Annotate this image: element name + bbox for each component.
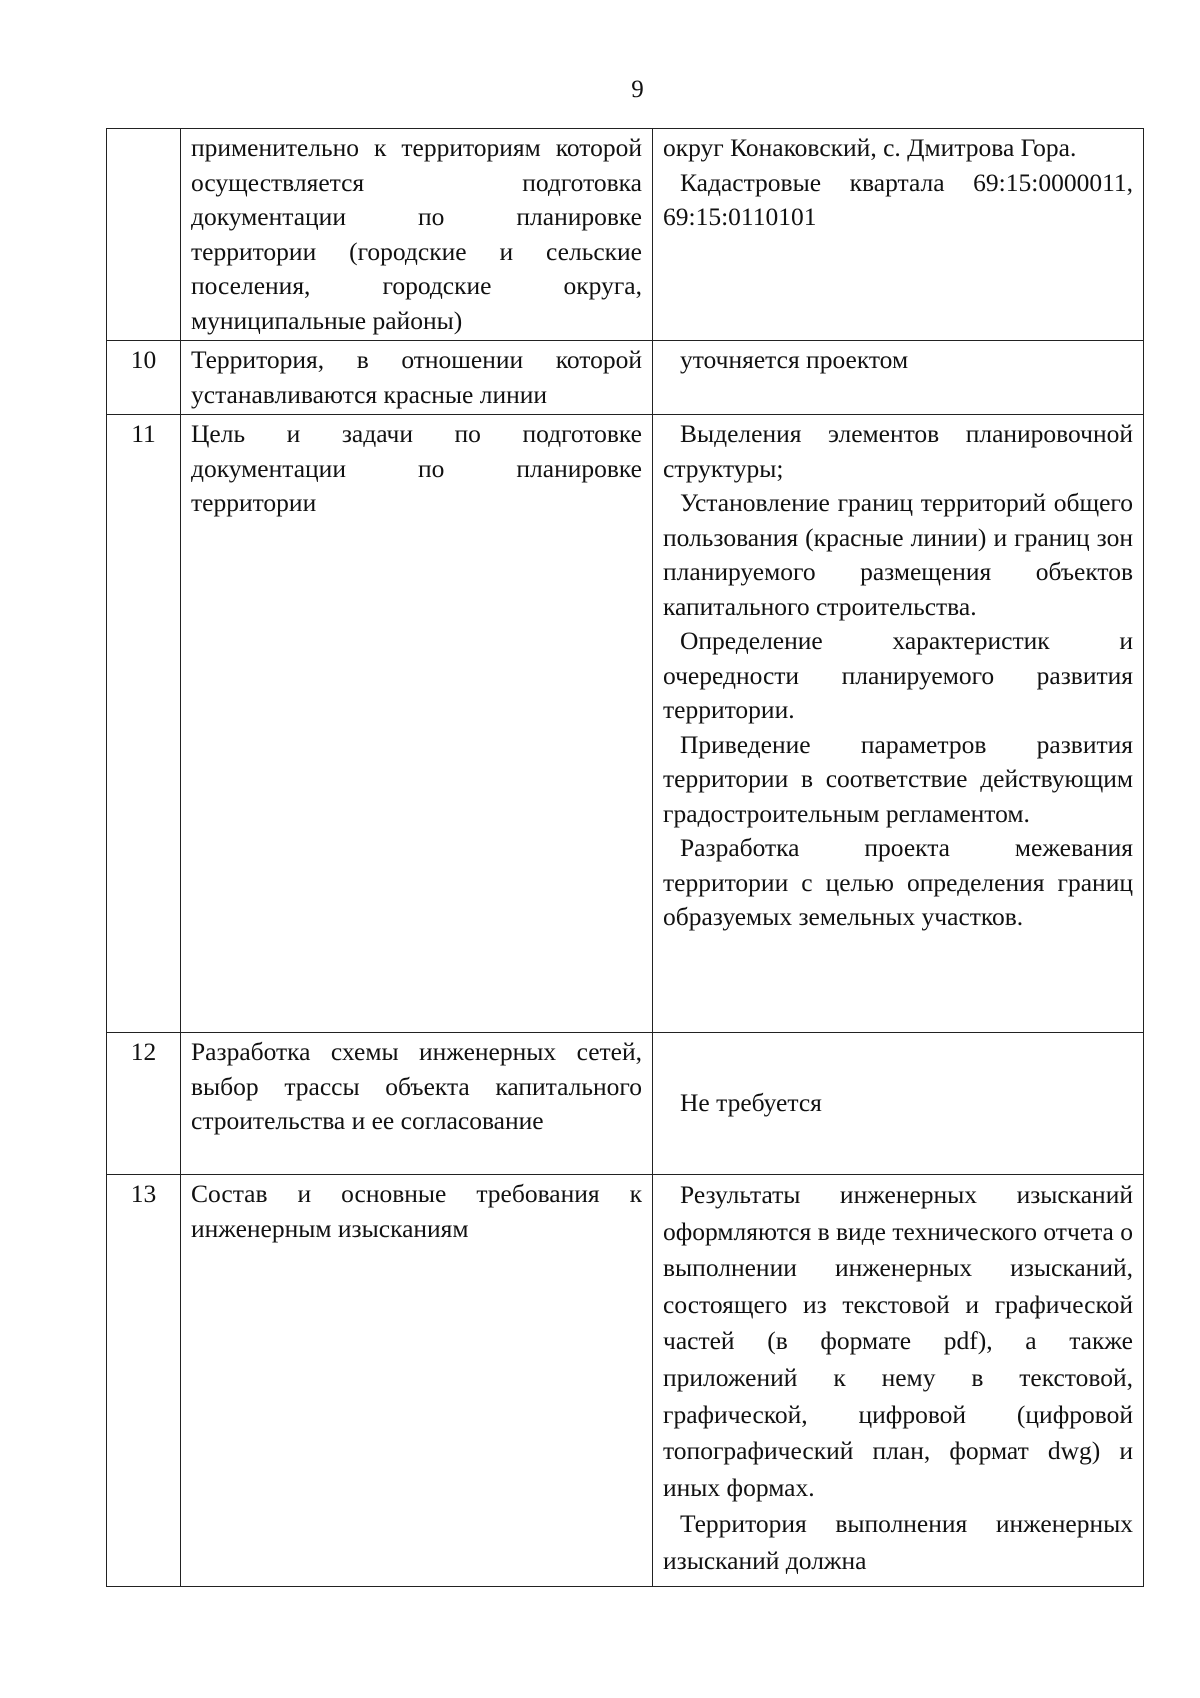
value-paragraph: Не требуется bbox=[680, 1088, 822, 1118]
value-paragraph: Кадастровые квартала 69:15:0000011, 69:15:0110101 bbox=[663, 167, 1133, 231]
row-value bbox=[653, 1033, 1144, 1175]
row-value bbox=[653, 415, 1144, 1033]
table-row bbox=[107, 1033, 1144, 1175]
value-paragraph: уточняется проектом bbox=[680, 345, 909, 374]
value-paragraph: Приведение параметров развития территории в соответствие действующим градостроительным регламентом. bbox=[663, 729, 1133, 828]
row-value bbox=[653, 341, 1144, 415]
value-paragraph: Выделения элементов планировочной структуры; bbox=[663, 419, 1133, 483]
table-row bbox=[107, 341, 1144, 415]
table-row bbox=[107, 1175, 1144, 1587]
page-number: 9 bbox=[631, 76, 644, 103]
row-value bbox=[653, 129, 1144, 341]
row-parameter: Состав и основные требования к инженерным изысканиям bbox=[181, 1175, 653, 1587]
row-number: 13 bbox=[107, 1175, 181, 1587]
value-paragraph: Территория выполнения инженерных изысканий должна bbox=[663, 1509, 1133, 1575]
value-paragraph: Установление границ территорий общего пользования (красные линии) и границ зон планируемого размещения объектов капитального строительства. bbox=[663, 488, 1133, 621]
row-parameter: Цель и задачи по подготовке документации по планировке территории bbox=[181, 415, 653, 1033]
row-number: 11 bbox=[107, 415, 181, 1033]
row-number bbox=[107, 129, 181, 341]
table-row bbox=[107, 129, 1144, 341]
value-paragraph: округ Конаковский, с. Дмитрова Гора. bbox=[663, 133, 1077, 162]
value-paragraph: Результаты инженерных изысканий оформляются в виде технического отчета о выполнении инженерных изысканий, состоящего из текстовой и графической частей (в формате pdf), а также приложений к нему в текстовой, графической, цифровой (цифровой топографический план, формат dwg) и иных формах. bbox=[663, 1180, 1133, 1502]
row-parameter: Разработка схемы инженерных сетей, выбор трассы объекта капитального строительства и ее согласование bbox=[181, 1033, 653, 1175]
value-paragraph: Разработка проекта межевания территории с целью определения границ образуемых земельных участков. bbox=[663, 833, 1133, 931]
row-number: 10 bbox=[107, 341, 181, 415]
value-paragraph: Определение характеристик и очередности планируемого развития территории. bbox=[663, 626, 1133, 724]
row-value bbox=[653, 1175, 1144, 1587]
requirements-table bbox=[106, 128, 1144, 1587]
row-parameter: Территория, в отношении которой устанавливаются красные линии bbox=[181, 341, 653, 415]
row-parameter: применительно к территориям которой осуществляется подготовка документации по планировке территории (городские и сельские поселения, городские округа, муниципальные районы) bbox=[181, 129, 653, 341]
row-number: 12 bbox=[107, 1033, 181, 1175]
table-row bbox=[107, 415, 1144, 1033]
